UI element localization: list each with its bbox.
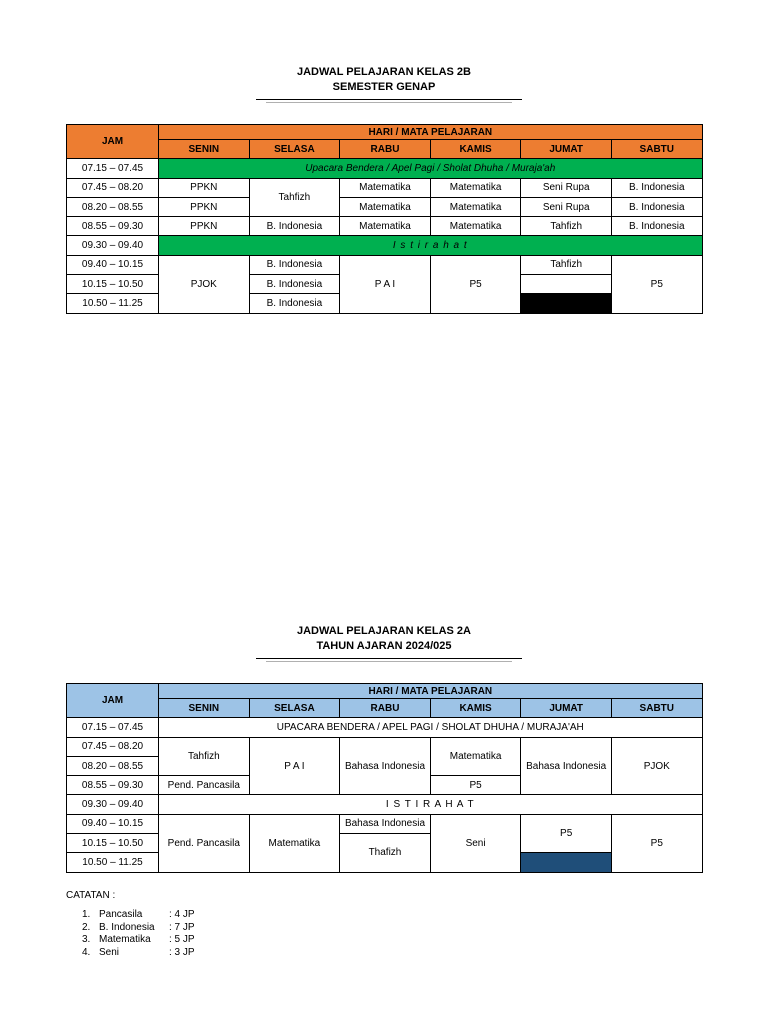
subject-cell: Matematika — [340, 178, 431, 197]
title-underline — [256, 658, 522, 659]
title-underline-thin — [266, 102, 512, 103]
blocked-cell — [521, 853, 612, 872]
time-cell: 09.30 – 09.40 — [67, 236, 159, 255]
upacara-row: Upacara Bendera / Apel Pagi / Sholat Dhuha / Muraja'ah — [159, 159, 703, 178]
subject-cell: Pend. Pancasila — [159, 776, 250, 795]
subject-cell: Thafizh — [340, 834, 431, 873]
subject-cell: Matematika — [430, 197, 521, 216]
subject-cell: Matematika — [430, 178, 521, 197]
subject-cell: P A I — [340, 255, 431, 313]
subject-cell: Matematika — [430, 217, 521, 236]
time-cell: 07.15 – 07.45 — [67, 159, 159, 178]
upacara-row: UPACARA BENDERA / APEL PAGI / SHOLAT DHUHA / MURAJA'AH — [159, 718, 703, 737]
header-day-rabu: RABU — [340, 699, 431, 718]
item-subject: Pancasila — [99, 909, 143, 920]
time-cell: 08.55 – 09.30 — [67, 217, 159, 236]
schedule-table-2a — [66, 683, 703, 873]
subject-cell: B. Indonesia — [249, 294, 340, 313]
item-number: 4. — [82, 946, 91, 958]
title-underline-thin — [266, 661, 512, 662]
subject-cell: Matematika — [249, 814, 340, 872]
item-jp: : 7 JP — [169, 921, 195, 933]
subject-cell: PPKN — [159, 197, 250, 216]
header-hari: HARI / MATA PELAJARAN — [159, 684, 703, 699]
subject-cell: Matematika — [340, 217, 431, 236]
header-day-senin: SENIN — [159, 140, 250, 159]
subject-cell: Tahfizh — [521, 217, 612, 236]
time-cell: 07.15 – 07.45 — [67, 718, 159, 737]
list-item — [66, 947, 195, 960]
time-cell: 09.40 – 10.15 — [67, 255, 159, 274]
istirahat-row: I s t i r a h a t — [159, 236, 703, 255]
header-day-selasa: SELASA — [249, 699, 340, 718]
time-cell: 07.45 – 08.20 — [67, 737, 159, 756]
header-day-selasa: SELASA — [249, 140, 340, 159]
item-jp: : 3 JP — [169, 946, 195, 958]
subject-cell: P5 — [611, 255, 702, 313]
blocked-cell — [521, 294, 612, 313]
item-subject: Matematika — [99, 934, 151, 945]
subject-cell: PJOK — [159, 255, 250, 313]
istirahat-row: I S T I R A H A T — [159, 795, 703, 814]
subject-cell: Bahasa Indonesia — [340, 814, 431, 833]
header-jam: JAM — [67, 684, 159, 718]
header-hari: HARI / MATA PELAJARAN — [159, 125, 703, 140]
header-day-kamis: KAMIS — [430, 140, 521, 159]
schedule-table-2b — [66, 124, 703, 314]
time-cell: 09.40 – 10.15 — [67, 814, 159, 833]
subject-cell: B. Indonesia — [249, 255, 340, 274]
subject-cell: PJOK — [611, 737, 702, 795]
header-jam: JAM — [67, 125, 159, 159]
header-day-kamis: KAMIS — [430, 699, 521, 718]
list-item — [66, 922, 195, 935]
schedule-2a-title: JADWAL PELAJARAN KELAS 2A — [297, 625, 471, 637]
header-day-rabu: RABU — [340, 140, 431, 159]
subject-cell: P5 — [521, 814, 612, 853]
subject-cell: Matematika — [340, 197, 431, 216]
subject-cell: B. Indonesia — [611, 217, 702, 236]
subject-cell: Seni Rupa — [521, 197, 612, 216]
header-day-senin: SENIN — [159, 699, 250, 718]
subject-cell: P5 — [430, 776, 521, 795]
time-cell: 10.15 – 10.50 — [67, 834, 159, 853]
subject-cell: Seni — [430, 814, 521, 872]
item-jp: : 5 JP — [169, 934, 195, 945]
subject-cell: Bahasa Indonesia — [521, 737, 612, 795]
item-subject: B. Indonesia — [99, 921, 155, 933]
time-cell: 10.15 – 10.50 — [67, 275, 159, 294]
header-day-jumat: JUMAT — [521, 699, 612, 718]
catatan-list — [66, 909, 195, 959]
subject-cell: Seni Rupa — [521, 178, 612, 197]
catatan-notes — [66, 890, 195, 959]
subject-cell: Tahfizh — [521, 255, 612, 274]
time-cell: 10.50 – 11.25 — [67, 853, 159, 872]
item-number: 3. — [82, 934, 91, 945]
item-subject: Seni — [99, 946, 120, 958]
subject-cell: B. Indonesia — [611, 197, 702, 216]
header-day-jumat: JUMAT — [521, 140, 612, 159]
subject-cell: P5 — [430, 255, 521, 313]
time-cell: 10.50 – 11.25 — [67, 294, 159, 313]
time-cell: 08.55 – 09.30 — [67, 776, 159, 795]
header-day-sabtu: SABTU — [611, 140, 702, 159]
subject-cell: Tahfizh — [159, 737, 250, 776]
subject-cell: PPKN — [159, 217, 250, 236]
list-item — [66, 934, 195, 947]
time-cell: 08.20 – 08.55 — [67, 756, 159, 775]
time-cell: 08.20 – 08.55 — [67, 197, 159, 216]
subject-cell: B. Indonesia — [611, 178, 702, 197]
time-cell: 09.30 – 09.40 — [67, 795, 159, 814]
subject-cell: Tahfizh — [249, 178, 340, 217]
schedule-2b-title: JADWAL PELAJARAN KELAS 2B — [297, 66, 471, 78]
empty-cell — [521, 275, 612, 294]
subject-cell: Bahasa Indonesia — [340, 737, 431, 795]
subject-cell: P5 — [611, 814, 702, 872]
subject-cell: PPKN — [159, 178, 250, 197]
item-jp: : 4 JP — [169, 909, 195, 920]
list-item — [66, 909, 195, 922]
subject-cell: P A I — [249, 737, 340, 795]
catatan-heading: CATATAN : — [66, 890, 116, 901]
subject-cell: Pend. Pancasila — [159, 814, 250, 872]
header-day-sabtu: SABTU — [611, 699, 702, 718]
schedule-2b-subtitle: SEMESTER GENAP — [332, 81, 436, 93]
time-cell: 07.45 – 08.20 — [67, 178, 159, 197]
item-number: 1. — [82, 909, 91, 920]
subject-cell: B. Indonesia — [249, 275, 340, 294]
subject-cell: B. Indonesia — [249, 217, 340, 236]
item-number: 2. — [82, 921, 91, 933]
subject-cell: Matematika — [430, 737, 521, 776]
title-underline — [256, 99, 522, 100]
schedule-2a-subtitle: TAHUN AJARAN 2024/025 — [316, 640, 452, 652]
